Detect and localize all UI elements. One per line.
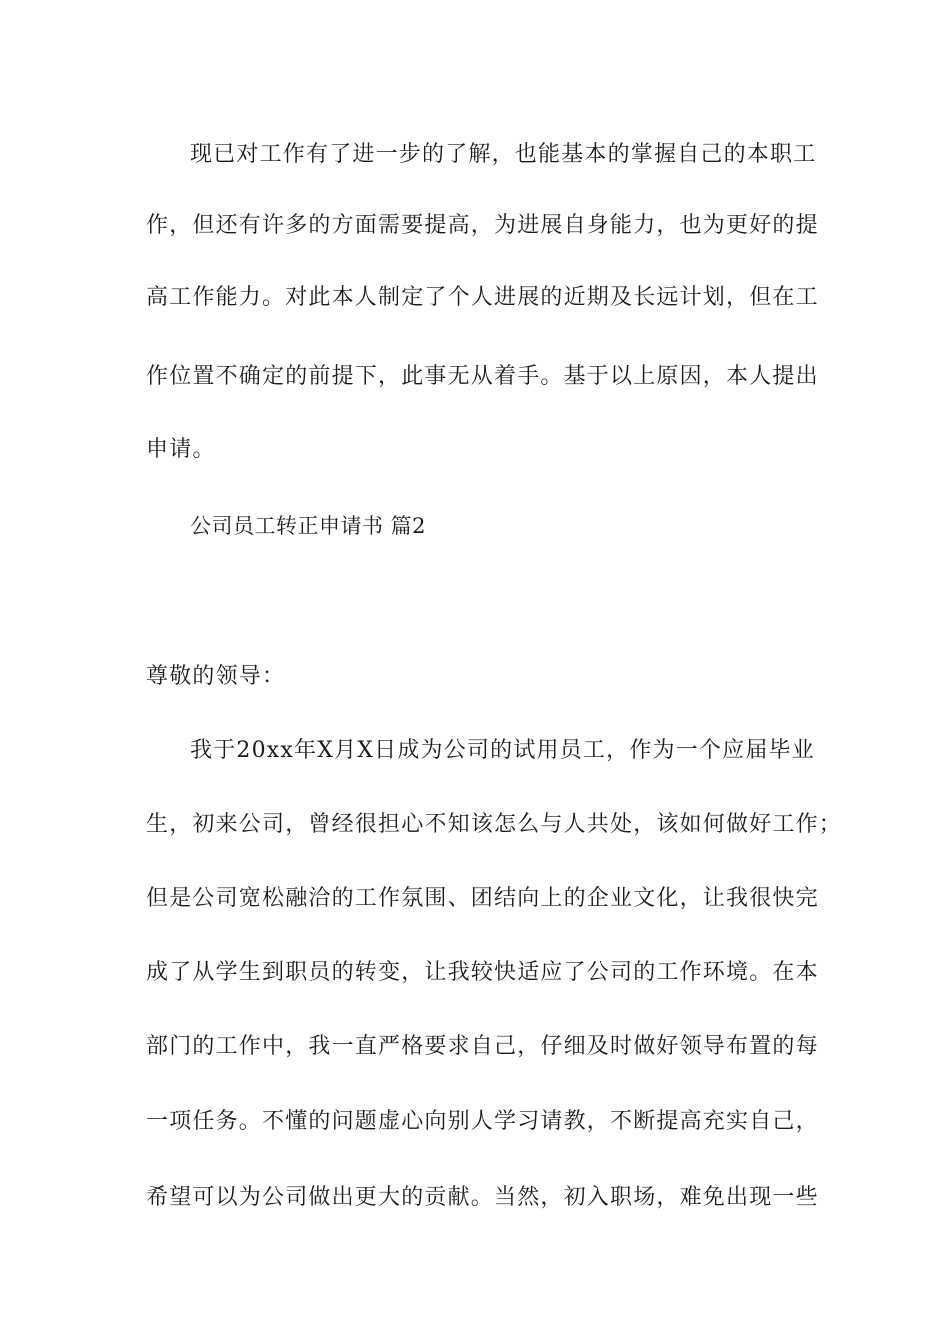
paragraph-line: 希望可以为公司做出更大的贡献。当然，初入职场，难免出现一些 <box>146 1185 819 1210</box>
paragraph-line: 我于20xx年X月X日成为公司的试用员工，作为一个应届毕业 <box>190 738 815 763</box>
paragraph-line: 但是公司宽松融洽的工作氛围、团结向上的企业文化，让我很快完 <box>146 886 819 911</box>
paragraph-line: 作位置不确定的前提下，此事无从着手。基于以上原因，本人提出 <box>146 364 819 389</box>
paragraph-line: 申请。 <box>146 437 216 462</box>
paragraph-line: 高工作能力。对此本人制定了个人进展的近期及长远计划，但在工 <box>146 285 819 310</box>
paragraph-line: 成了从学生到职员的转变，让我较快适应了公司的工作环境。在本 <box>146 960 819 985</box>
paragraph-line: 部门的工作中，我一直严格要求自己，仔细及时做好领导布置的每 <box>146 1034 819 1059</box>
paragraph-line: 一项任务。不懂的问题虚心向别人学习请教，不断提高充实自己， <box>146 1109 819 1134</box>
section-title: 公司员工转正申请书 篇2 <box>190 514 427 538</box>
salutation: 尊敬的领导： <box>146 664 286 689</box>
paragraph-line: 作，但还有许多的方面需要提高，为进展自身能力，也为更好的提 <box>146 213 819 238</box>
paragraph-line: 现已对工作有了进一步的了解，也能基本的掌握自己的本职工 <box>190 142 817 167</box>
paragraph-line: 生，初来公司，曾经很担心不知该怎么与人共处，该如何做好工作； <box>146 812 843 837</box>
